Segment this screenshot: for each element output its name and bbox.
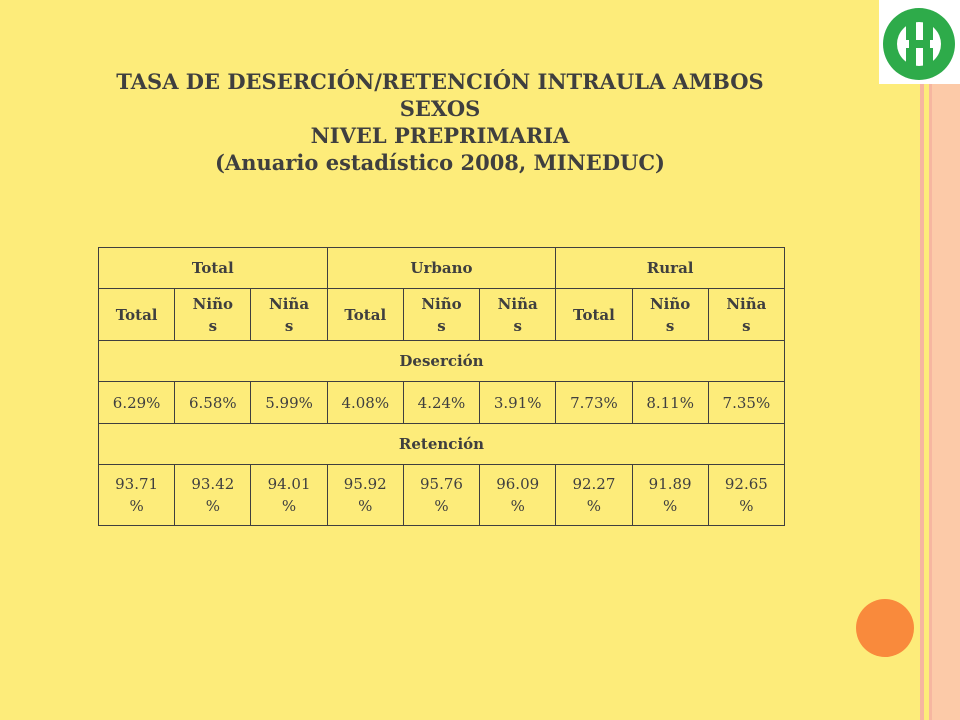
sub-header-cell: Niño s xyxy=(175,289,251,341)
title-line: SEXOS xyxy=(399,96,481,121)
group-header-urbano: Urbano xyxy=(327,248,556,289)
sub-header-cell: Niño s xyxy=(632,289,708,341)
value-cell: 8.11% xyxy=(632,382,708,424)
value-cell: 93.71 % xyxy=(99,465,175,526)
value-cell: 95.76 % xyxy=(403,465,479,526)
sub-header-cell: Niño s xyxy=(403,289,479,341)
value-cell: 4.24% xyxy=(403,382,479,424)
value-cell: 94.01 % xyxy=(251,465,327,526)
value-cell: 92.65 % xyxy=(708,465,784,526)
sub-header-row xyxy=(99,289,785,341)
sub-header-cell: Total xyxy=(99,289,175,341)
section-label: Deserción xyxy=(99,341,785,382)
data-table xyxy=(98,247,785,526)
sub-header-cell: Niña s xyxy=(480,289,556,341)
value-cell: 6.58% xyxy=(175,382,251,424)
orange-bullet-decoration xyxy=(856,599,914,657)
value-cell: 6.29% xyxy=(99,382,175,424)
sub-header-cell: Niña s xyxy=(251,289,327,341)
slide-title xyxy=(60,68,820,176)
value-cell: 7.73% xyxy=(556,382,632,424)
sub-header-cell: Niña s xyxy=(708,289,784,341)
desercion-row xyxy=(99,382,785,424)
value-cell: 92.27 % xyxy=(556,465,632,526)
sub-header-cell: Total xyxy=(556,289,632,341)
value-cell: 4.08% xyxy=(327,382,403,424)
decor-stripe xyxy=(932,0,960,720)
group-header-row xyxy=(99,248,785,289)
value-cell: 95.92 % xyxy=(327,465,403,526)
value-cell: 91.89 % xyxy=(632,465,708,526)
value-cell: 96.09 % xyxy=(480,465,556,526)
group-header-rural: Rural xyxy=(556,248,785,289)
section-label: Retención xyxy=(99,424,785,465)
sub-header-cell: Total xyxy=(327,289,403,341)
value-cell: 93.42 % xyxy=(175,465,251,526)
retencion-row xyxy=(99,465,785,526)
group-header-total: Total xyxy=(99,248,328,289)
title-line: NIVEL PREPRIMARIA xyxy=(310,123,570,148)
title-line: TASA DE DESERCIÓN/RETENCIÓN INTRAULA AMBOS xyxy=(116,69,764,94)
value-cell: 3.91% xyxy=(480,382,556,424)
title-line: (Anuario estadístico 2008, MINEDUC) xyxy=(214,150,665,175)
value-cell: 7.35% xyxy=(708,382,784,424)
section-row-retencion xyxy=(99,424,785,465)
section-row-desercion xyxy=(99,341,785,382)
institution-logo-icon xyxy=(879,0,960,84)
value-cell: 5.99% xyxy=(251,382,327,424)
logo xyxy=(879,0,960,84)
